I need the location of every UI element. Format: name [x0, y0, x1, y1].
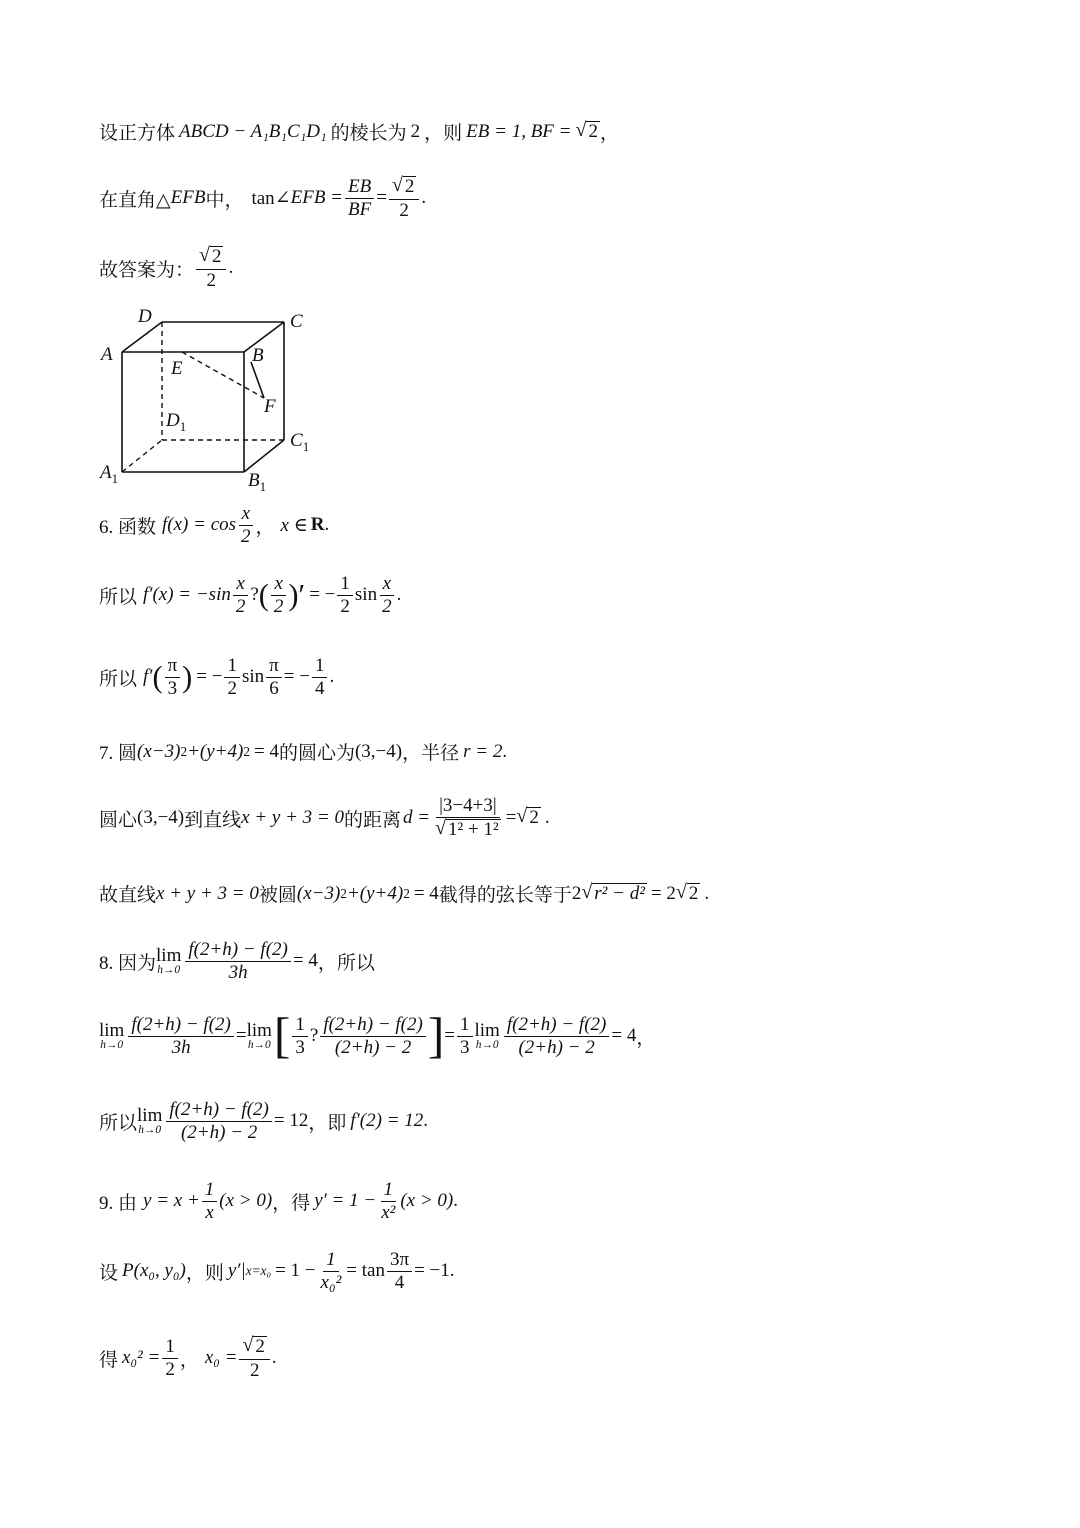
- fraction: $\frac{1}{2}$: [224, 656, 240, 699]
- fraction: $\frac{1}{x}$: [202, 1180, 218, 1223]
- math-expr: = 4: [292, 950, 318, 972]
- text: 被圆: [258, 885, 297, 906]
- line-9: [99, 1180, 458, 1223]
- math-expr: y = x +: [143, 1190, 200, 1212]
- line-7: [99, 738, 507, 765]
- label-B: B: [252, 345, 264, 366]
- math-number: 2: [571, 882, 582, 904]
- line-1: [99, 118, 619, 145]
- math-expr: = 4: [611, 1025, 637, 1047]
- fraction: $\frac{1}{3}$: [457, 1015, 473, 1058]
- limit: lim h→0: [137, 1105, 163, 1137]
- math-expr: = −: [196, 666, 223, 688]
- math-expr: = 2: [650, 882, 676, 904]
- line-2: [99, 176, 426, 221]
- math-expr: f′(x) = −sin: [143, 584, 231, 606]
- math-expr: sin: [241, 666, 265, 688]
- sqrt-expr: √ 2: [675, 880, 699, 904]
- text: 中，: [205, 189, 244, 211]
- text: 所以: [99, 668, 138, 690]
- label-A: A: [101, 344, 113, 365]
- math-expr: x ∈: [280, 514, 308, 536]
- text: ，: [255, 516, 275, 538]
- math-expr: f′(2) = 12: [350, 1110, 424, 1132]
- exponent: 2: [180, 743, 188, 759]
- text: 设: [99, 1262, 119, 1284]
- text: ，: [179, 1349, 199, 1371]
- fraction: $\frac{f(2+h) - f(2)}{3h}$: [128, 1015, 234, 1058]
- math-expr: ABCD − A₁B₁C₁D₁: [179, 120, 327, 142]
- limit: lim h→0: [156, 945, 182, 977]
- text: .: [704, 882, 710, 904]
- math-expr: EFB: [170, 187, 206, 209]
- text: 得: [99, 1349, 119, 1371]
- line-6c: [99, 656, 334, 699]
- fraction: $\frac{EB}{BF}$: [345, 177, 374, 220]
- fraction: $\frac{1}{2}$: [162, 1337, 178, 1380]
- label-D: D: [138, 306, 152, 327]
- text: 在直角△: [99, 189, 171, 211]
- text: 7. 圆: [99, 743, 138, 764]
- text: 到直线: [184, 809, 242, 831]
- math-expr: = 4: [413, 882, 439, 904]
- subscript: x=x₀: [245, 1263, 272, 1279]
- text: ，则: [185, 1262, 224, 1284]
- bracket: [: [273, 1008, 291, 1063]
- text: ，: [599, 123, 619, 144]
- fraction: $\frac{f(2+h) - f(2)}{(2+h) - 2}$: [166, 1100, 272, 1143]
- text: 设正方体: [99, 123, 176, 144]
- math-expr: = 12: [273, 1110, 309, 1132]
- text: .: [271, 1347, 277, 1369]
- math-expr: sin: [354, 584, 378, 606]
- fraction: $\frac{f(2+h) - f(2)}{(2+h) - 2}$: [320, 1015, 426, 1058]
- math-expr: =: [505, 807, 517, 829]
- text: 的距离: [344, 809, 402, 831]
- limit: lim h→0: [474, 1020, 500, 1052]
- exponent: 2: [340, 885, 347, 901]
- exponent: 2: [243, 743, 250, 759]
- line-7c: [99, 880, 709, 907]
- math-expr: (3,−4): [354, 740, 403, 762]
- fraction: $\frac{\pi}{3}$: [165, 656, 181, 699]
- math-expr: x + y + 3 = 0: [156, 882, 259, 904]
- math-expr: (x > 0): [400, 1190, 454, 1212]
- math-expr: x + y + 3 = 0: [241, 807, 344, 829]
- text: 所以: [99, 586, 138, 608]
- fraction: $\frac{1}{4}$: [312, 656, 328, 699]
- math-expr: f′: [143, 666, 153, 688]
- math-expr: = 4: [253, 740, 279, 762]
- line-8b: [99, 1008, 656, 1063]
- math-expr: x₀² =: [122, 1347, 161, 1369]
- text: 所以: [99, 1112, 138, 1134]
- text: .: [396, 584, 402, 606]
- math-expr: tan∠: [251, 187, 291, 209]
- text: 圆心: [99, 809, 138, 831]
- text: ，: [636, 1027, 656, 1049]
- text: .: [421, 187, 427, 209]
- fraction: $\frac{x}{2}$: [233, 574, 249, 617]
- sqrt-expr: √ 2: [575, 118, 598, 142]
- fraction: $\frac{1}{3}$: [292, 1015, 308, 1058]
- limit: lim h→0: [99, 1020, 125, 1052]
- fraction: $\frac{f(2+h) - f(2)}{3h}$: [185, 940, 291, 983]
- text: .: [423, 1110, 429, 1132]
- math-expr: EB = 1, BF =: [466, 120, 572, 142]
- paren: (: [152, 660, 163, 695]
- fraction: √ 2 2: [389, 176, 419, 221]
- fraction: $\frac{x}{2}$: [379, 574, 395, 617]
- math-expr: EFB =: [290, 187, 343, 209]
- math-expr: x₀ =: [204, 1347, 238, 1369]
- fraction: √ 2 2: [196, 246, 226, 291]
- paren: )′: [288, 578, 306, 613]
- math-expr: (x > 0): [219, 1190, 273, 1212]
- text: 6. 函数: [99, 516, 157, 538]
- text: 故答案为：: [99, 259, 195, 281]
- line-9c: [99, 1336, 277, 1381]
- sqrt-expr: √ 2: [516, 805, 539, 829]
- text: 的棱长为: [330, 123, 407, 144]
- sqrt-expr: √ r² − d²: [581, 880, 645, 904]
- fraction: $\frac{3\pi}{4}$: [387, 1250, 412, 1293]
- math-expr: =: [235, 1025, 247, 1047]
- math-expr: =: [376, 187, 387, 209]
- text: .: [329, 666, 335, 688]
- label-E: E: [171, 358, 183, 379]
- math-expr: (x−3): [137, 740, 181, 762]
- fraction: |3−4+3| √ 1² + 1²: [435, 795, 499, 840]
- limit: lim h→0: [246, 1020, 272, 1052]
- fraction: $\frac{\pi}{6}$: [266, 656, 282, 699]
- text: ，得: [272, 1192, 311, 1214]
- exponent: 2: [403, 885, 410, 901]
- text: ?: [250, 584, 259, 606]
- fraction: √ 2 2: [239, 1336, 269, 1381]
- text: ，半径: [402, 743, 460, 764]
- text: 8. 因为: [99, 952, 157, 974]
- text: 的圆心为: [278, 743, 355, 764]
- math-expr: = tan: [346, 1260, 385, 1282]
- math-expr: f(x) = cos: [162, 514, 237, 536]
- math-expr: = −: [309, 584, 336, 606]
- bracket: ]: [427, 1008, 445, 1063]
- fraction: $\frac{x}{2}$: [238, 504, 254, 547]
- text: 截得的弦长等于: [438, 885, 572, 906]
- math-expr: +(y+4): [346, 882, 404, 904]
- text: ，即: [308, 1112, 347, 1134]
- line-8c: [99, 1100, 428, 1143]
- fraction: $\frac{1}{\text{x²}}$: [381, 1179, 396, 1223]
- math-expr: (x−3): [296, 882, 341, 904]
- label-D1: $D_1$: [166, 410, 187, 434]
- math-expr: y′ = 1 −: [314, 1190, 377, 1212]
- text: .: [449, 1260, 455, 1282]
- paren: (: [258, 578, 269, 613]
- text: .: [502, 740, 508, 762]
- math-expr: = −1: [414, 1260, 450, 1282]
- label-C: C: [290, 311, 303, 332]
- text: .: [324, 514, 330, 536]
- math-number: 2: [410, 120, 421, 142]
- math-expr: =: [444, 1025, 455, 1047]
- math-expr: +(y+4): [187, 740, 244, 762]
- label-C1: $C_1$: [290, 430, 310, 454]
- text: ，则: [424, 123, 463, 144]
- label-B1: $B_1$: [248, 470, 267, 494]
- label-F: F: [264, 396, 276, 417]
- math-expr: = 1 −: [275, 1260, 316, 1282]
- text: .: [453, 1190, 459, 1212]
- line-8: [99, 940, 375, 983]
- line-9b: [99, 1250, 455, 1293]
- math-expr: (3,−4): [137, 807, 185, 829]
- math-expr: P(x₀, y₀): [122, 1260, 186, 1282]
- math-expr: = −: [283, 666, 310, 688]
- fraction: $\frac{x}{2}$: [271, 574, 287, 617]
- text: ?: [309, 1025, 319, 1047]
- label-A1: $A_1$: [100, 462, 119, 486]
- line-7b: [99, 796, 550, 841]
- math-set: R: [310, 514, 325, 536]
- fraction: $\frac{1}{2}$: [337, 574, 353, 617]
- math-expr: y′|: [227, 1260, 246, 1282]
- text: 故直线: [99, 885, 157, 906]
- cube-diagram: [96, 300, 326, 500]
- text: .: [544, 807, 550, 829]
- text: ，所以: [317, 952, 375, 974]
- math-expr: r = 2: [463, 740, 503, 762]
- math-expr: d =: [403, 807, 431, 829]
- text: .: [228, 257, 234, 279]
- paren: ): [182, 660, 193, 695]
- line-6b: [99, 574, 401, 617]
- line-3: [99, 246, 233, 291]
- text: 9. 由: [99, 1192, 138, 1214]
- line-6: [99, 504, 329, 547]
- fraction: $\frac{1}{\text{x₀²}}$: [320, 1249, 342, 1293]
- fraction: $\frac{f(2+h) - f(2)}{(2+h) - 2}$: [504, 1015, 610, 1058]
